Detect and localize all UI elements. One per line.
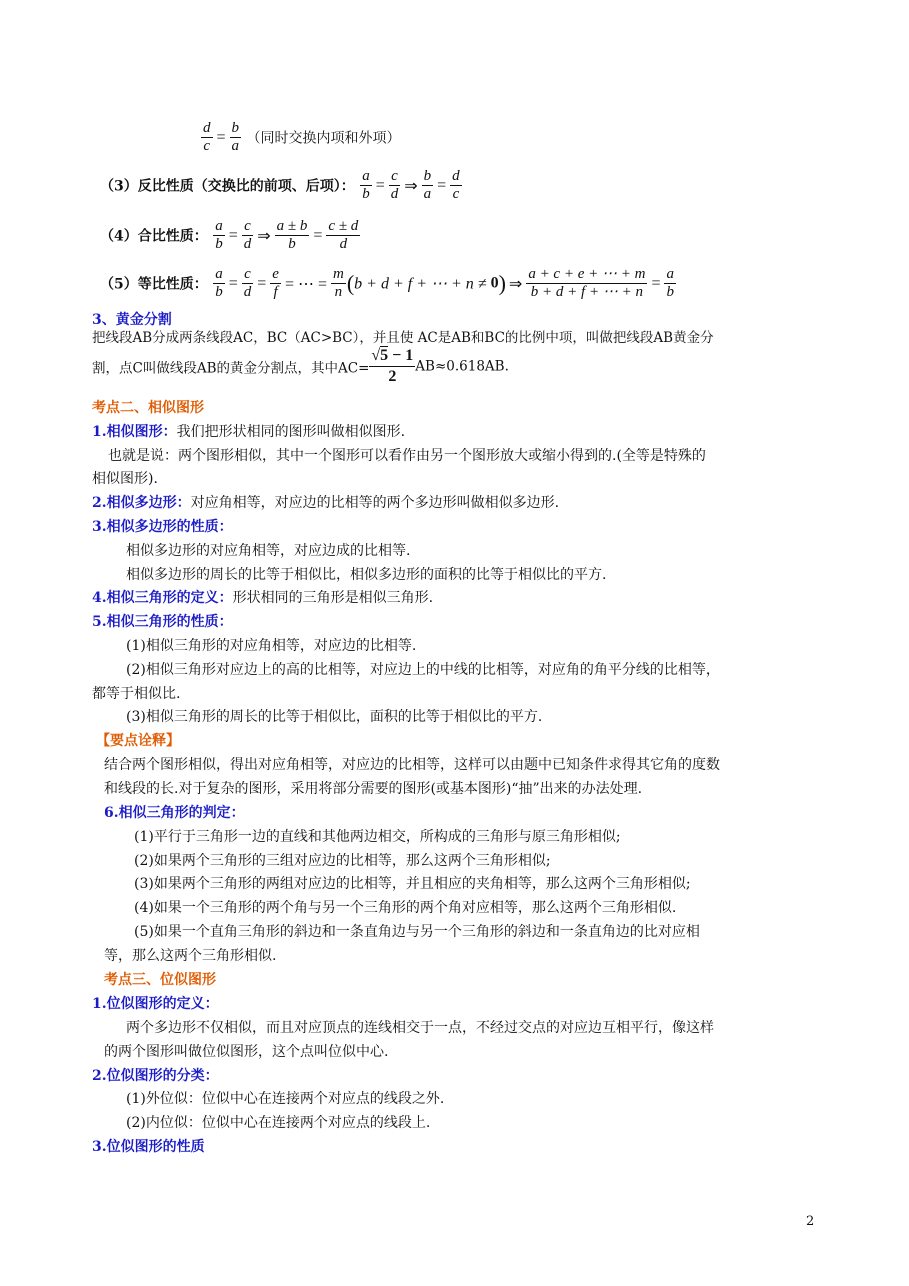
kd2-s6-l1: (1)平行于三角形一边的直线和其他两边相交，所构成的三角形与原三角形相似; xyxy=(134,829,621,845)
kd2-s5-label: 5.相似三角形的性质： xyxy=(92,614,233,630)
kd3-s2-l2: (2)内位似：位似中心在连接两个对应点的线段上. xyxy=(126,1115,431,1131)
kd2-s1-line3: 相似图形). xyxy=(92,471,158,487)
kd2-s1: 1.相似图形：我们把形状相同的图形叫做相似图形. xyxy=(92,424,406,440)
kd3-s1-label: 1.位似图形的定义： xyxy=(92,996,219,1012)
kd2-s4: 4.相似三角形的定义：形状相同的三角形是相似三角形. xyxy=(92,590,434,606)
golden-line-2: 割，点C叫做线段AB的黄金分割点，其中AC= $\frac{√5 - 1}{2}$ AB≈0.618AB. xyxy=(92,347,509,385)
kd2-s6-l6: 等，那么这两个三角形相似. xyxy=(104,948,277,964)
kd2-heading: 考点二、相似图形 xyxy=(92,400,204,416)
formula-swap: $\frac{d}{c}$ = $\frac{b}{a}$ （同时交换内项和外项） xyxy=(203,120,401,154)
kd2-s3-l2: 相似多边形的周长的比等于相似比，相似多边形的面积的比等于相似比的平方. xyxy=(126,567,607,583)
kd2-s1-line2: 也就是说：两个图形相似，其中一个图形可以看作由另一个图形放大或缩小得到的.(全等是特殊的 xyxy=(108,448,706,464)
kd3-s1-l2: 的两个图形叫做位似图形，这个点叫位似中心. xyxy=(104,1044,389,1060)
kd2-s5-l2: (2)相似三角形对应边上的高的比相等，对应边上的中线的比相等，对应角的角平分线的比相等， xyxy=(126,662,720,678)
kd2-s6-label: 6.相似三角形的判定： xyxy=(104,805,245,821)
key-points-l1: 结合两个图形相似，得出对应角相等，对应边的比相等，这样可以由题中已知条件求得其它角的度数 xyxy=(104,757,720,773)
kd2-s3-label: 3.相似多边形的性质： xyxy=(92,519,233,535)
property-4-label: （4）合比性质： xyxy=(100,228,208,245)
kd3-s1-l1: 两个多边形不仅相似，而且对应顶点的连线相交于一点，不经过交点的对应边互相平行，像这样 xyxy=(126,1020,714,1036)
page-number: 2 xyxy=(806,1214,815,1229)
golden-heading: 3、黄金分割 xyxy=(92,312,172,328)
formula-swap-note: （同时交换内项和外项） xyxy=(246,130,401,147)
key-points-l2: 和线段的长.对于复杂的图形，采用将部分需要的图形(或基本图形)“抽”出来的办法处理. xyxy=(104,781,643,797)
key-points-label: 【要点诠释】 xyxy=(96,733,180,749)
kd2-s6-l5: (5)如果一个直角三角形的斜边和一条直角边与另一个三角形的斜边和一条直角边的比对应相 xyxy=(134,924,700,940)
kd2-s5-l4: (3)相似三角形的周长的比等于相似比，面积的比等于相似比的平方. xyxy=(126,709,543,725)
property-3-label: （3）反比性质（交换比的前项、后项）： xyxy=(100,178,355,195)
kd3-heading: 考点三、位似图形 xyxy=(104,972,216,988)
kd2-s6-l2: (2)如果两个三角形的三组对应边的比相等，那么这两个三角形相似; xyxy=(134,853,551,869)
kd2-s5-l1: (1)相似三角形的对应角相等，对应边的比相等. xyxy=(126,638,417,654)
kd2-s3-l1: 相似多边形的对应角相等，对应边成的比相等. xyxy=(126,543,411,559)
golden-ratio-fraction: $\frac{√5 - 1}{2}$ xyxy=(371,347,414,385)
kd2-s6-l3: (3)如果两个三角形的两组对应边的比相等，并且相应的夹角相等，那么这两个三角形相似; xyxy=(134,876,691,892)
kd2-s5-l3: 都等于相似比. xyxy=(92,686,181,702)
kd3-s2-l1: (1)外位似：位似中心在连接两个对应点的线段之外. xyxy=(126,1091,445,1107)
golden-line-1: 把线段AB分成两条线段AC，BC（AC>BC），并且使 AC是AB和BC的比例中项，叫做把线段AB黄金分 xyxy=(92,330,714,346)
kd3-s3-label: 3.位似图形的性质 xyxy=(92,1139,205,1155)
kd2-s2: 2.相似多边形：对应角相等，对应边的比相等的两个多边形叫做相似多边形. xyxy=(92,495,560,511)
property-5-label: （5）等比性质： xyxy=(100,276,208,293)
property-3: （3）反比性质（交换比的前项、后项）： $\frac{a}{b}$ = $\frac{c}{d}$ ⇒ $\frac{b}{a}$ = $\frac{d}{c}$ xyxy=(100,168,460,202)
property-5: （5）等比性质： $\frac{a}{b}$ = $\frac{c}{d}$ = $\frac{e}{f}$ = ⋯ = $\frac{m}{n}$ (b + d + f + ⋯ + n ≠ 0) ⇒ $\frac{a + c + e + \cdots + m}{b + d + f + \cdots + n}$ = $\frac{a}{b}$ xyxy=(100,266,674,300)
kd2-s6-l4: (4)如果一个三角形的两个角与另一个三角形的两个角对应相等，那么这两个三角形相似. xyxy=(134,900,677,916)
property-4: （4）合比性质： $\frac{a}{b}$ = $\frac{c}{d}$ ⇒ $\frac{a \pm b}{b}$ = $\frac{c \pm d}{d}$ xyxy=(100,218,359,252)
kd3-s2-label: 2.位似图形的分类： xyxy=(92,1068,219,1084)
